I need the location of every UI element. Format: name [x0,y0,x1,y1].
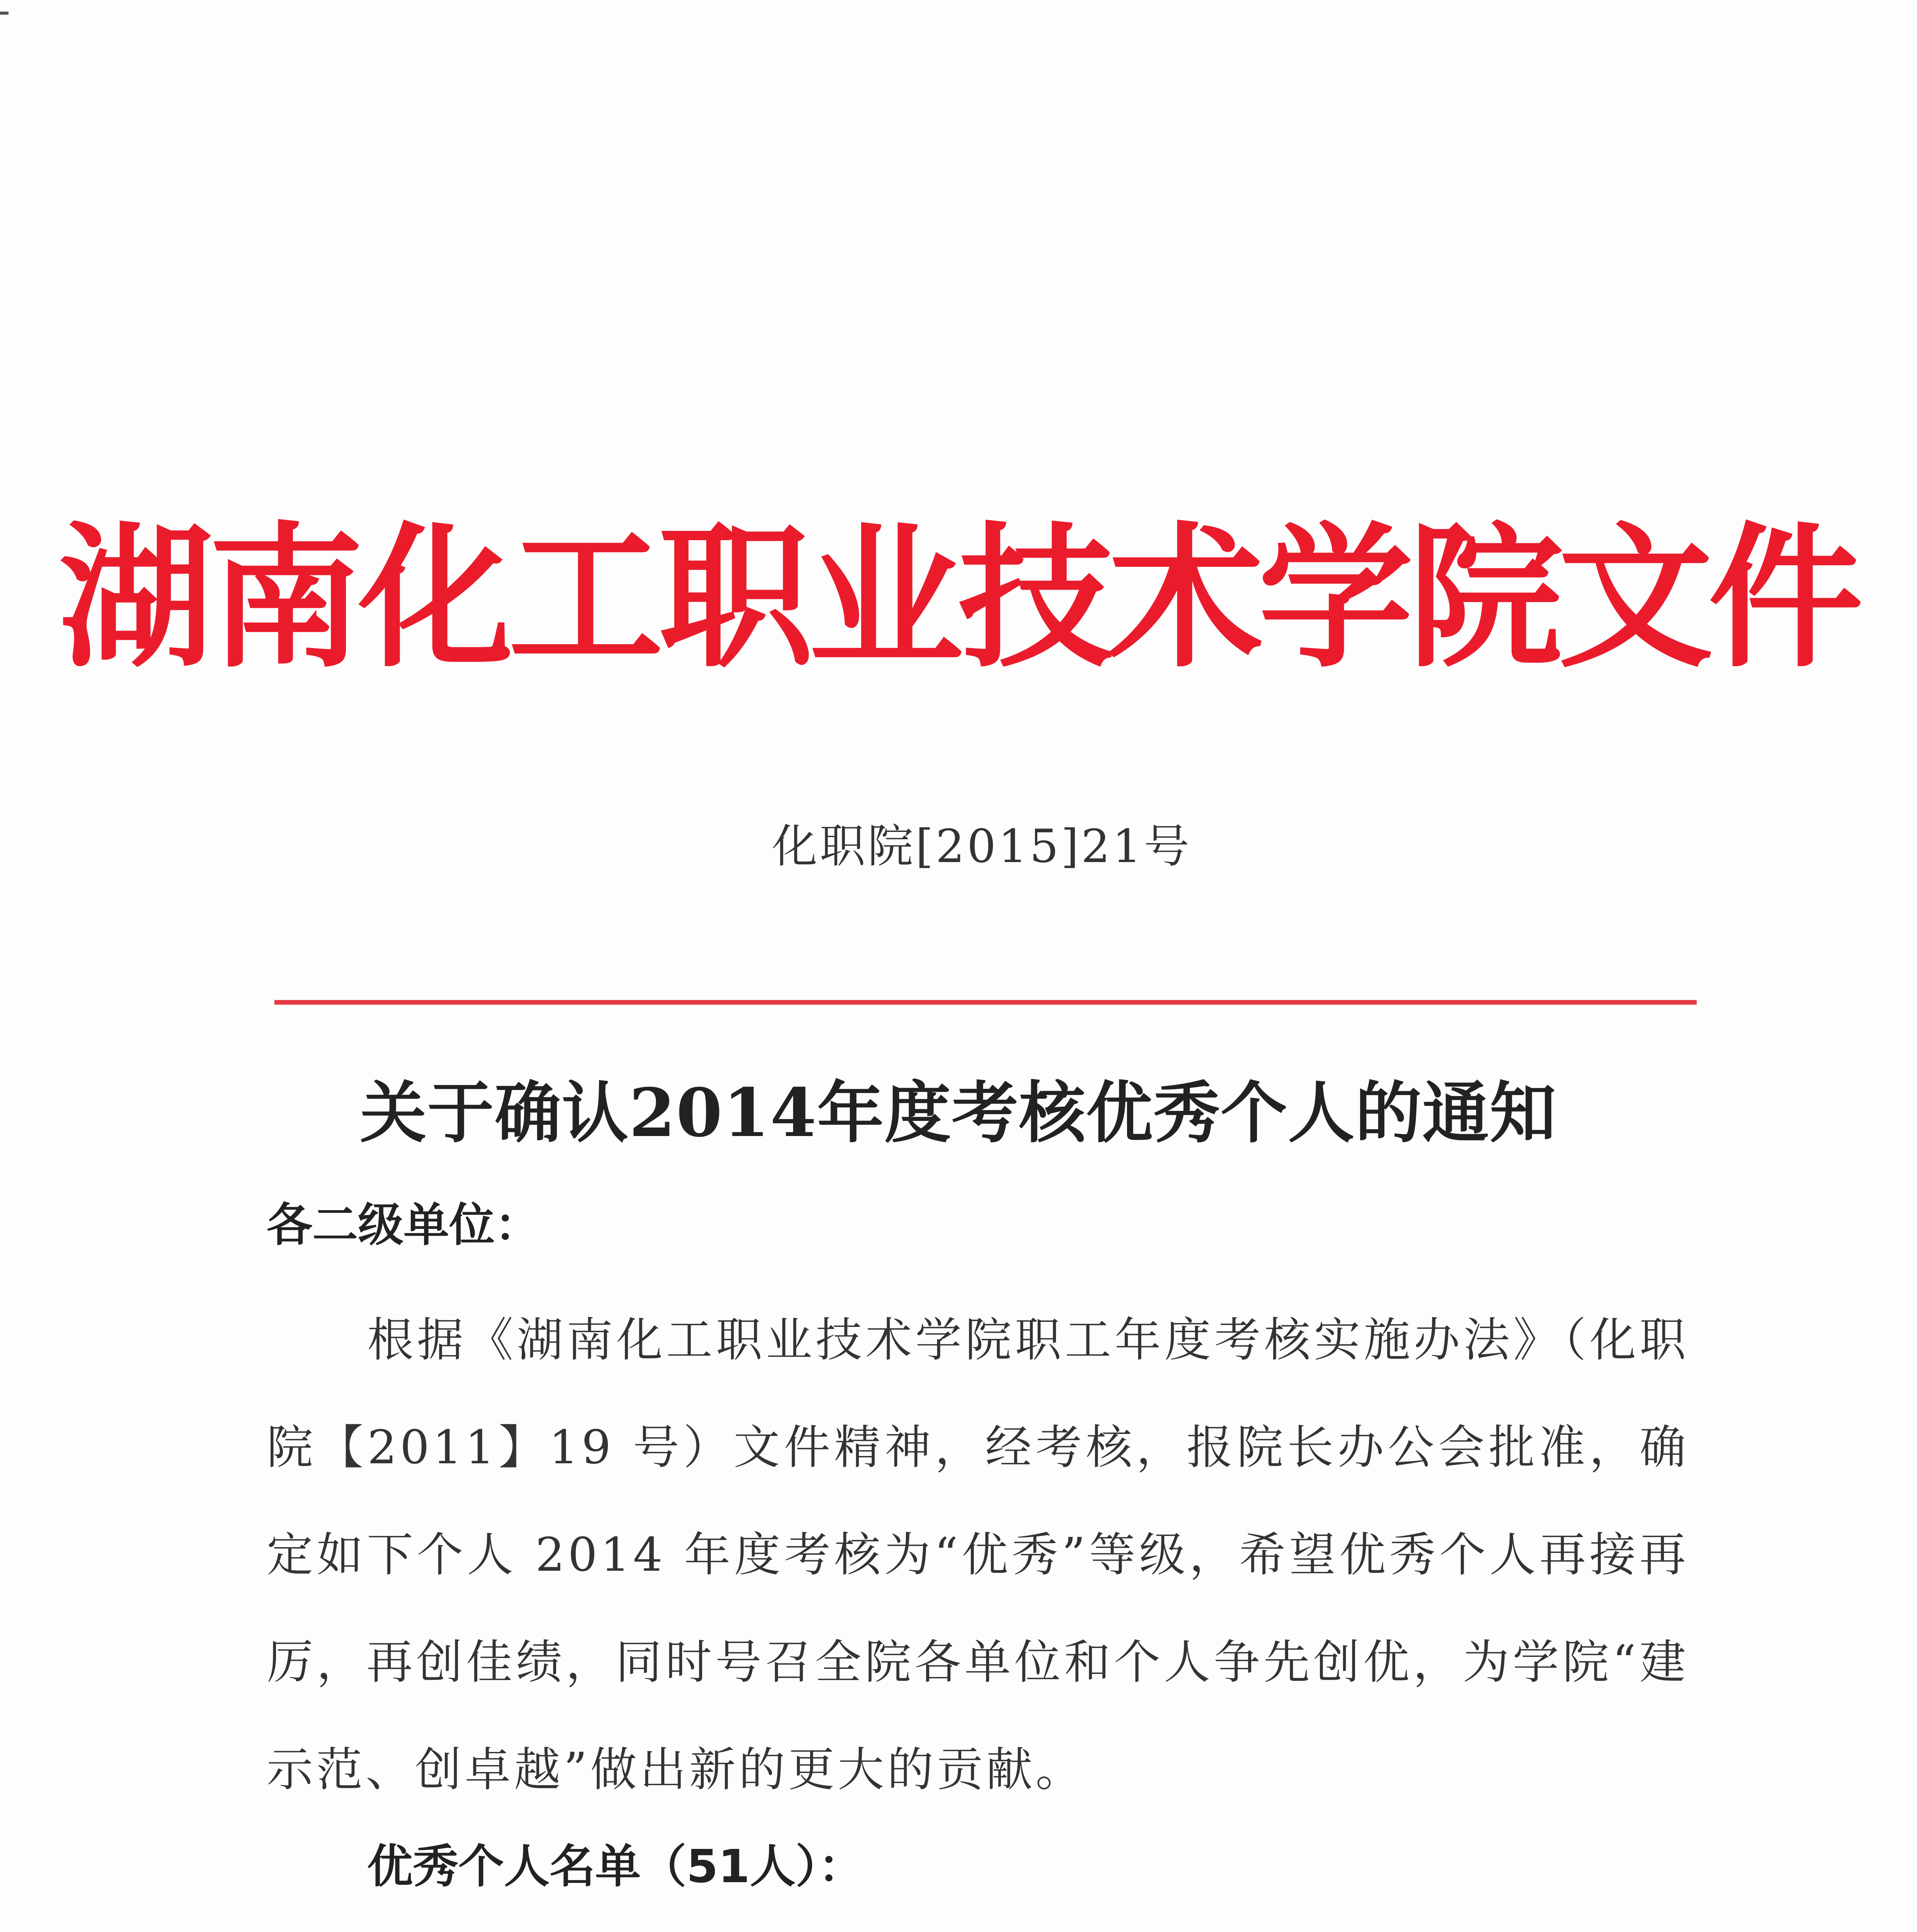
name-item [678,1928,935,1932]
scan-edge-mark [0,12,9,15]
notice-title: 关于确认2014年度考核优秀个人的通知 [360,1073,1557,1152]
name-list [421,1928,1658,1932]
name-item [421,1928,678,1932]
name-item [1192,1928,1449,1932]
salutation: 各二级单位： [267,1198,541,1252]
name-item [935,1928,1192,1932]
name-list-heading: 优秀个人名单（51人）： [367,1840,864,1893]
document-number: 化职院[2015]21号 [771,820,1192,873]
document-masthead: 湖南化工职业技术学院文件 [59,509,1858,689]
notice-body: 根据《湖南化工职业技术学院职工年度考核实施办法》（化职院【2011】19 号）文件精神，经考核，报院长办公会批准，确定如下个人 2014 年度考核为“优秀”等级，希望优秀个人再接再厉，再创佳绩，同时号召全院各单位和个人争先创优，为学院“建示范、创卓越”做出新的更大的贡献。 [267,1313,1689,1797]
name-item [1449,1928,1706,1932]
red-divider-line [274,1000,1697,1005]
